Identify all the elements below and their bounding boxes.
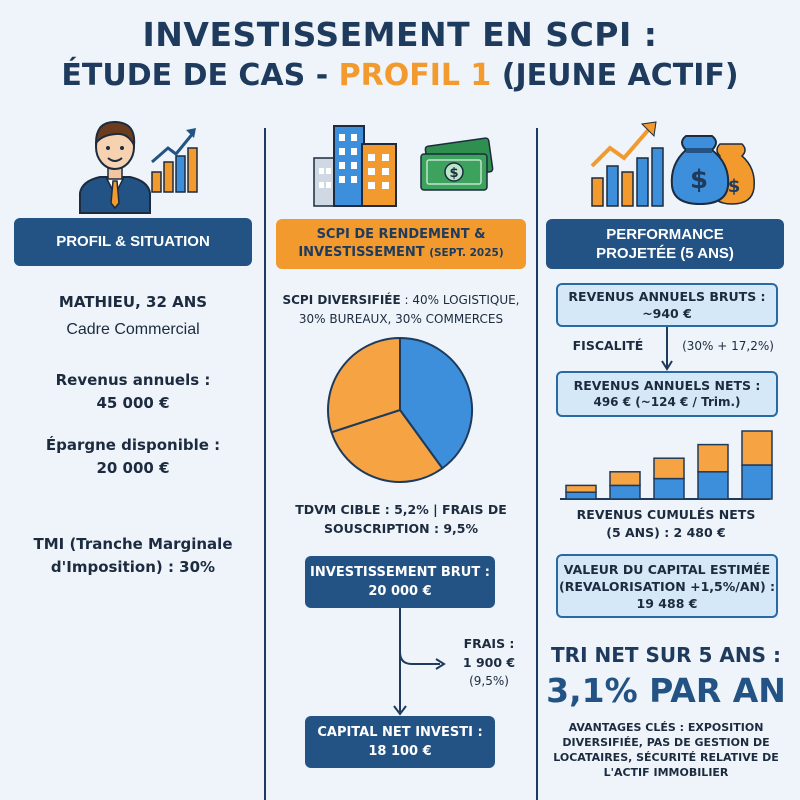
column-divider-right bbox=[536, 128, 538, 800]
bar-blue-3 bbox=[654, 479, 684, 499]
gross-investment-box: INVESTISSEMENT BRUT : 20 000 € bbox=[305, 556, 495, 608]
svg-text:$: $ bbox=[689, 165, 709, 195]
savings-value: 20 000 € bbox=[96, 459, 170, 477]
gross-income-box: REVENUS ANNUELS BRUTS : ~940 € bbox=[556, 283, 778, 327]
bar-blue-2 bbox=[610, 485, 640, 499]
bar-blue-5 bbox=[742, 465, 772, 499]
capital-value-box: VALEUR DU CAPITAL ESTIMÉE (REVALORISATION +1,5%/AN) : 19 488 € bbox=[556, 554, 778, 618]
profile-name: MATHIEU, 32 ANS bbox=[58, 293, 208, 311]
title-line-2: ÉTUDE DE CAS - PROFIL 1 (JEUNE ACTIF) bbox=[61, 58, 739, 93]
scpi-header: SCPI DE RENDEMENT & INVESTISSEMENT (SEPT. 2025) bbox=[276, 219, 526, 269]
money-bags-icon bbox=[672, 128, 756, 206]
bar-orange-5 bbox=[742, 431, 772, 465]
bar-orange-4 bbox=[698, 445, 728, 472]
tax-label: FISCALITÉ bbox=[572, 338, 644, 353]
page-title bbox=[0, 14, 800, 96]
svg-text:$: $ bbox=[727, 176, 741, 197]
tmi-line-2: d'Imposition) : 30% bbox=[50, 558, 216, 576]
businessman-icon bbox=[70, 115, 160, 213]
advantages-text: AVANTAGES CLÉS : EXPOSITION DIVERSIFIÉE, PAS DE GESTION DE LOCATAIRES, SÉCURITÉ RELATIVE DE L'ACTIF IMMOBILIER bbox=[553, 721, 779, 779]
title-line-1: INVESTISSEMENT EN SCPI : bbox=[142, 15, 658, 54]
performance-header: PERFORMANCE PROJETÉE (5 ANS) bbox=[546, 219, 784, 269]
profile-job: Cadre Commercial bbox=[66, 321, 200, 338]
income-value: 45 000 € bbox=[96, 394, 170, 412]
bar-blue-1 bbox=[566, 492, 596, 499]
income-label: Revenus annuels : bbox=[55, 371, 211, 389]
fees-text: FRAIS : 1 900 € (9,5%) bbox=[462, 636, 516, 688]
bar-blue-4 bbox=[698, 472, 728, 499]
tax-rate: (30% + 17,2%) bbox=[682, 339, 774, 353]
net-income-box: REVENUS ANNUELS NETS : 496 € (~124 € / Trim.) bbox=[556, 371, 778, 417]
allocation-pie-chart bbox=[325, 335, 475, 485]
bar-orange-1 bbox=[566, 485, 596, 492]
buildings-icon bbox=[312, 122, 402, 208]
bar-orange-2 bbox=[610, 472, 640, 486]
tmi-line-1: TMI (Tranche Marginale bbox=[33, 535, 233, 553]
cumulative-bar-chart bbox=[560, 425, 770, 501]
net-capital-box: CAPITAL NET INVESTI : 18 100 € bbox=[305, 716, 495, 768]
svg-text:$: $ bbox=[449, 166, 459, 181]
savings-label: Épargne disponible : bbox=[45, 436, 221, 454]
scpi-allocation: SCPI DIVERSIFIÉE : 40% LOGISTIQUE, 30% BUREAUX, 30% COMMERCES bbox=[282, 293, 520, 326]
column-divider-left bbox=[264, 128, 266, 800]
rising-chart-icon bbox=[588, 118, 668, 208]
banknotes-icon bbox=[415, 140, 495, 202]
bar-orange-3 bbox=[654, 458, 684, 478]
cumulative-income: REVENUS CUMULÉS NETS (5 ANS) : 2 480 € bbox=[576, 507, 756, 540]
growth-chart-icon bbox=[150, 122, 200, 194]
tri-label: TRI NET SUR 5 ANS : bbox=[551, 643, 781, 667]
tri-value: 3,1% PAR AN bbox=[546, 671, 786, 710]
tdvm-text: TDVM CIBLE : 5,2% | FRAIS DE SOUSCRIPTION : 9,5% bbox=[295, 502, 507, 536]
profile-header: PROFIL & SITUATION bbox=[14, 218, 252, 266]
